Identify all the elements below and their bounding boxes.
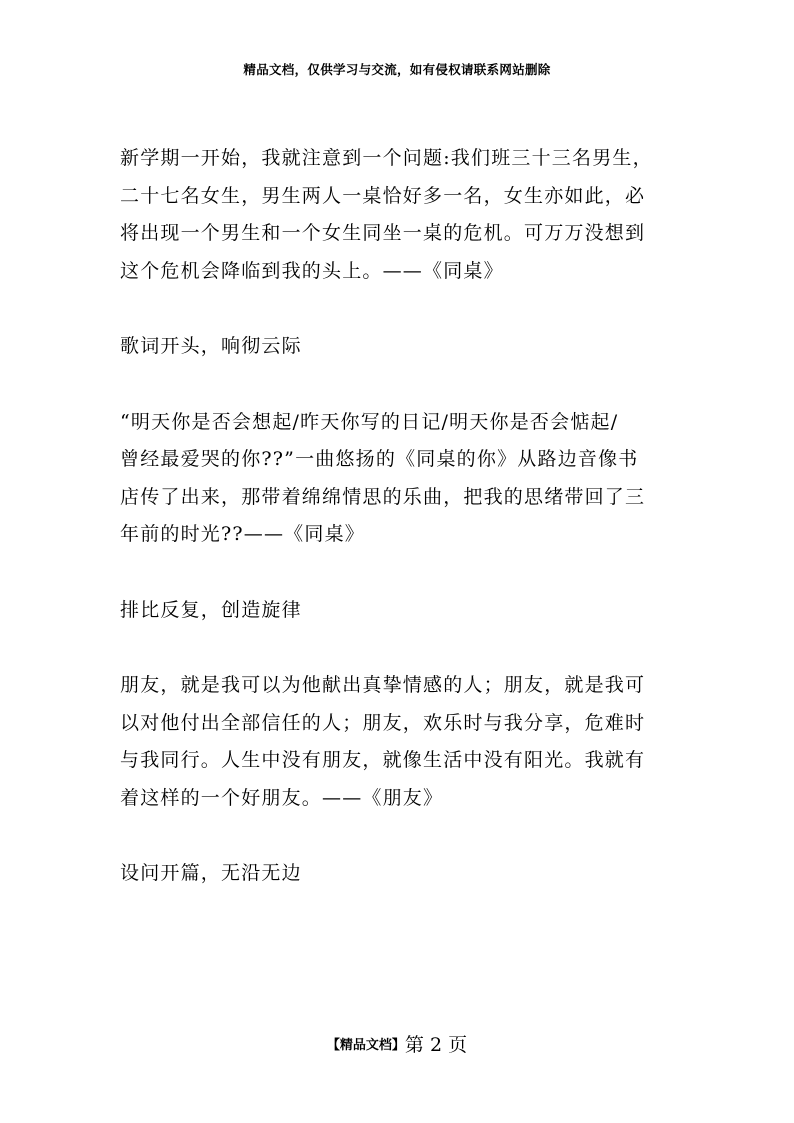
- section-heading-1: 歌词开头，响彻云际: [120, 335, 302, 357]
- section-heading-2: 排比反复，创造旋律: [120, 598, 302, 621]
- paragraph-line: 与我同行。人生中没有朋友，就像生活中没有阳光。我就有: [120, 749, 646, 771]
- page-prefix: 第: [404, 1034, 424, 1056]
- document-header: 精品文档，仅供学习与交流，如有侵权请联系网站删除: [243, 62, 551, 77]
- paragraph-line: 着这样的一个好朋友。——《朋友》: [120, 786, 444, 809]
- paragraph-line: “明天你是否会想起/昨天你写的日记/明天你是否会惦起/: [120, 410, 619, 433]
- paragraph-line: 店传了出来，那带着绵绵情思的乐曲，把我的思绪带回了三: [120, 485, 646, 508]
- paragraph-line: 将出现一个男生和一个女生同坐一桌的危机。可万万没想到: [120, 222, 646, 244]
- paragraph-3: [120, 667, 682, 817]
- paragraph-line: 年前的时光??——《同桌》: [120, 523, 365, 545]
- section-heading-3: 设问开篇，无沿无边: [120, 862, 302, 884]
- page-footer: [0, 1030, 794, 1057]
- footer-tag: 【精品文档】: [326, 1038, 405, 1053]
- paragraph-line: 这个危机会降临到我的头上。——《同桌》: [120, 259, 504, 282]
- page-number: 2: [429, 1034, 443, 1056]
- document-body: [120, 140, 682, 931]
- paragraph-line: 新学期一开始，我就注意到一个问题:我们班三十三名男生，: [120, 147, 653, 169]
- paragraph-line: 曾经最爱哭的你??”一曲悠扬的《同桌的你》从路边音像书: [120, 448, 639, 470]
- paragraph-line: 以对他付出全部信任的人；朋友，欢乐时与我分享，危难时: [120, 711, 646, 734]
- page-suffix: 页: [448, 1034, 468, 1056]
- paragraph-2: [120, 404, 682, 554]
- paragraph-line: 朋友，就是我可以为他献出真挚情感的人；朋友，就是我可: [120, 674, 646, 696]
- paragraph-line: 二十七名女生，男生两人一桌恰好多一名，女生亦如此，必: [120, 184, 646, 207]
- paragraph-1: [120, 140, 682, 290]
